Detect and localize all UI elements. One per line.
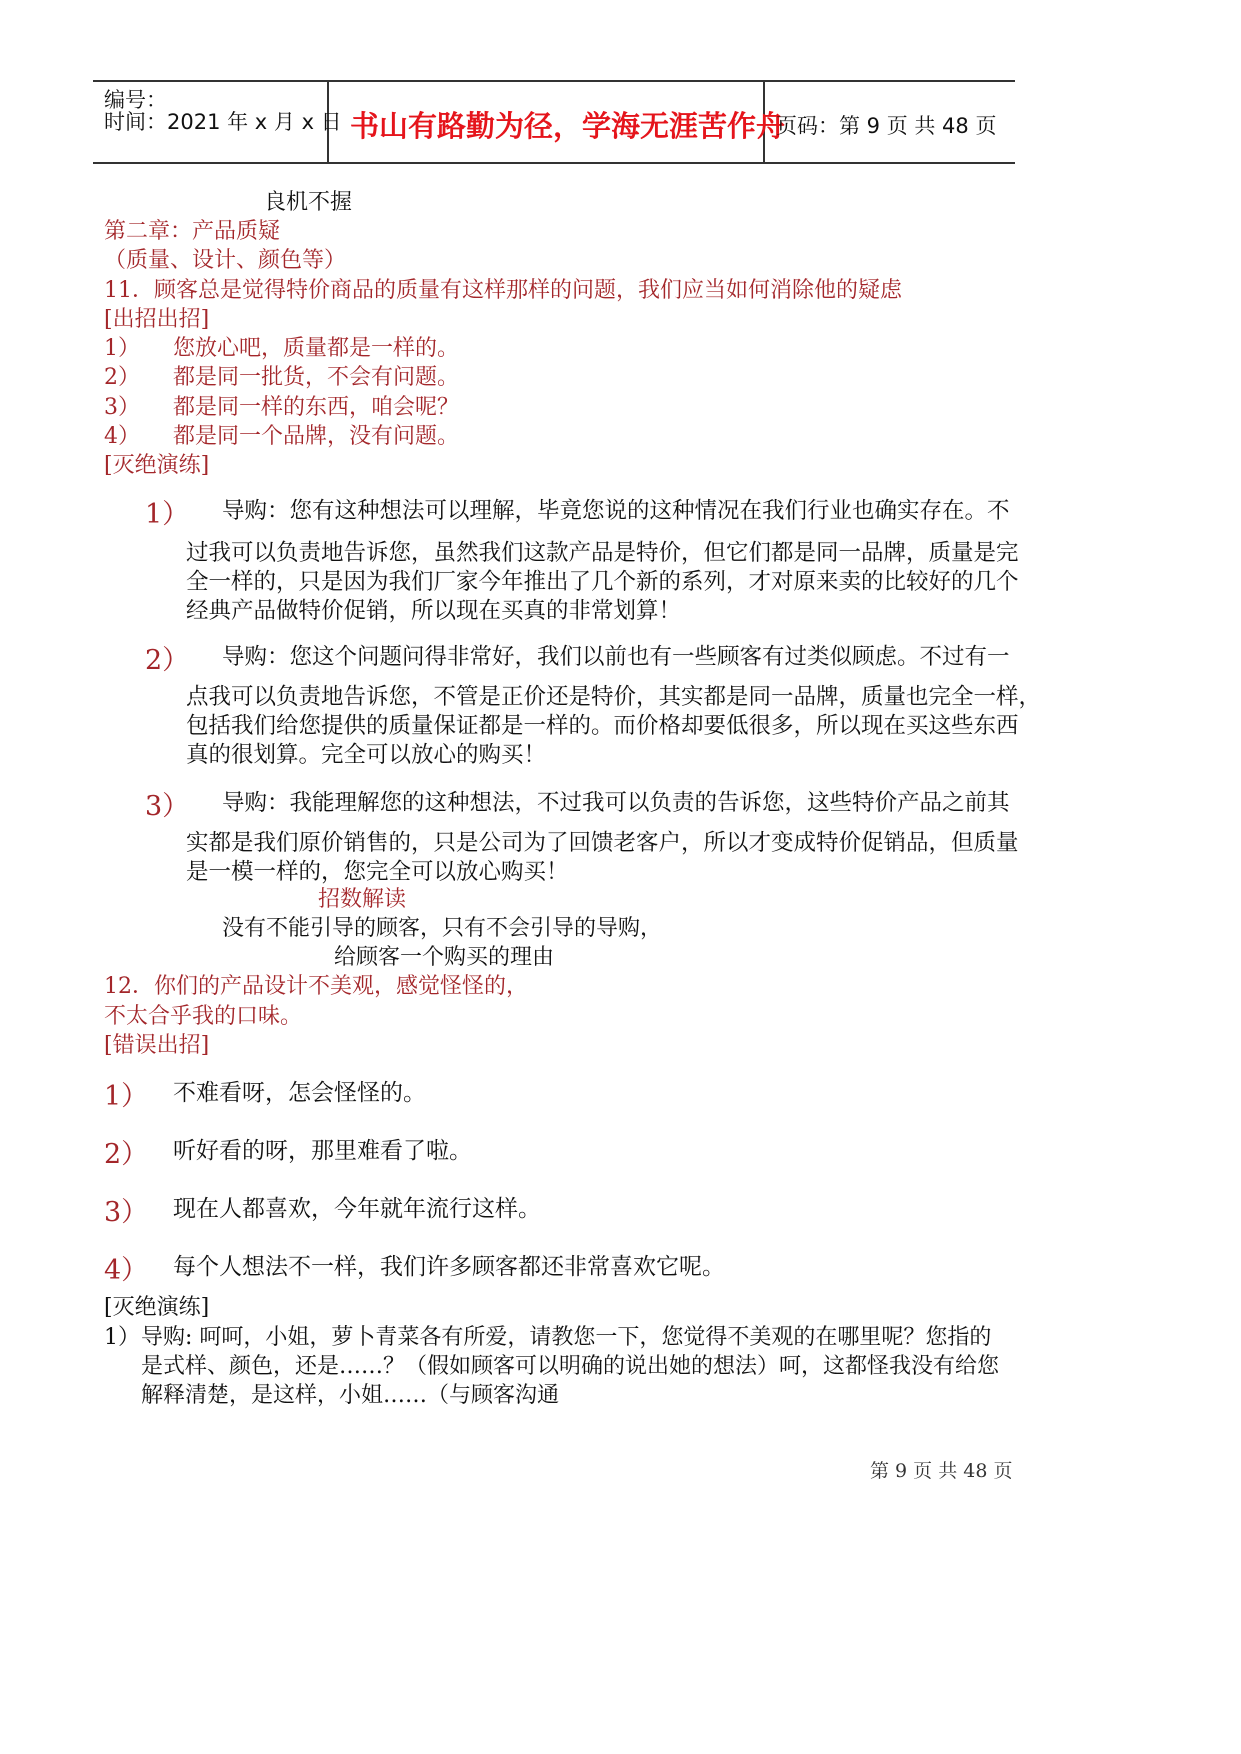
move-text: 都是同一样的东西，咱会呢？ — [173, 395, 460, 420]
move-text: 都是同一批货，不会有问题。 — [173, 365, 460, 390]
move-num: 3） — [104, 395, 140, 420]
interpret-line-2: 给顾客一个购买的理由 — [334, 945, 555, 970]
practice-heading-2: [灭绝演练] — [104, 1295, 210, 1320]
wrong-move-text: 现在人都喜欢，今年就年流行这样。 — [173, 1196, 541, 1222]
move-num: 1） — [104, 336, 140, 361]
interpret-line-1: 没有不能引导的顾客，只有不会引导的导购， — [222, 916, 663, 941]
wrong-move-num: 4） — [104, 1255, 149, 1286]
moves-heading: [出招出招] — [104, 307, 210, 332]
header-top-rule — [93, 80, 1015, 82]
question-12-line-2: 不太合乎我的口味。 — [104, 1004, 303, 1029]
answer-line: 经典产品做特价促销，所以现在买真的非常划算！ — [186, 598, 682, 624]
practice-heading: [灭绝演练] — [104, 453, 210, 478]
header-motto: 书山有路勤为径，学海无涯苦作舟 — [350, 109, 786, 143]
question-11: 11．顾客总是觉得特价商品的质量有这样那样的问题，我们应当如何消除他的疑虑 — [104, 278, 902, 303]
answer-line: 过我可以负责地告诉您，虽然我们这款产品是特价，但它们都是同一品牌，质量是完 — [186, 540, 1019, 566]
answer-line: 实都是我们原价销售的，只是公司为了回馈老客户，所以才变成特价促销品，但质量 — [186, 830, 1019, 856]
answer-line: 是一模一样的，您完全可以放心购买！ — [186, 859, 569, 885]
header-bottom-rule — [93, 162, 1015, 164]
answer-num: 1） — [145, 499, 190, 530]
wrong-move-num: 2） — [104, 1139, 149, 1170]
chapter-subtitle: （质量、设计、颜色等） — [104, 248, 347, 273]
wrong-move-num: 3） — [104, 1197, 149, 1228]
header-number-label: 编号： — [104, 88, 167, 112]
move-num: 2） — [104, 365, 140, 390]
footer-page-number: 第 9 页 共 48 页 — [870, 1460, 1013, 1482]
line-top: 良机不握 — [264, 190, 353, 215]
final-line: 导购: 呵呵，小姐，萝卜青菜各有所爱，请教您一下，您觉得不美观的在哪里呢？您指的 — [141, 1325, 992, 1350]
move-text: 都是同一个品牌，没有问题。 — [173, 424, 460, 449]
answer-line: 包括我们给您提供的质量保证都是一样的。而价格却要低很多，所以现在买这些东西 — [186, 713, 1019, 739]
wrong-move-text: 不难看呀，怎会怪怪的。 — [173, 1080, 426, 1106]
answer-num: 2） — [145, 645, 190, 676]
final-line: 解释清楚，是这样，小姐……（与顾客沟通 — [141, 1383, 560, 1408]
final-line: 是式样、颜色，还是……？（假如顾客可以明确的说出她的想法）呵，这都怪我没有给您 — [141, 1354, 1000, 1379]
answer-line: 全一样的，只是因为我们厂家今年推出了几个新的系列，才对原来卖的比较好的几个 — [186, 569, 1019, 595]
wrong-move-num: 1） — [104, 1081, 149, 1112]
wrong-move-text: 每个人想法不一样，我们许多顾客都还非常喜欢它呢。 — [173, 1254, 725, 1280]
answer-line: 导购：我能理解您的这种想法，不过我可以负责的告诉您，这些特价产品之前其 — [222, 790, 1010, 816]
move-num: 4） — [104, 424, 140, 449]
header-page-label: 页码：第 9 页 共 48 页 — [776, 114, 997, 138]
question-12-line-1: 12．你们的产品设计不美观，感觉怪怪的， — [104, 974, 528, 999]
wrong-move-text: 听好看的呀，那里难看了啦。 — [173, 1138, 472, 1164]
final-num: 1） — [104, 1325, 140, 1350]
answer-line: 导购：您有这种想法可以理解，毕竟您说的这种情况在我们行业也确实存在。不 — [222, 498, 1010, 524]
answer-num: 3） — [145, 791, 190, 822]
answer-line: 导购：您这个问题问得非常好，我们以前也有一些顾客有过类似顾虑。不过有一 — [222, 644, 1010, 670]
wrong-heading: [错误出招] — [104, 1033, 210, 1058]
header-time-label: 时间：2021 年 x 月 x 日 — [104, 110, 342, 134]
answer-line: 点我可以负责地告诉您，不管是正价还是特价，其实都是同一品牌，质量也完全一样， — [186, 684, 1042, 710]
chapter-title: 第二章：产品质疑 — [104, 219, 281, 244]
interpret-heading: 招数解读 — [318, 887, 407, 912]
answer-line: 真的很划算。完全可以放心的购买！ — [186, 742, 547, 768]
move-text: 您放心吧，质量都是一样的。 — [173, 336, 460, 361]
